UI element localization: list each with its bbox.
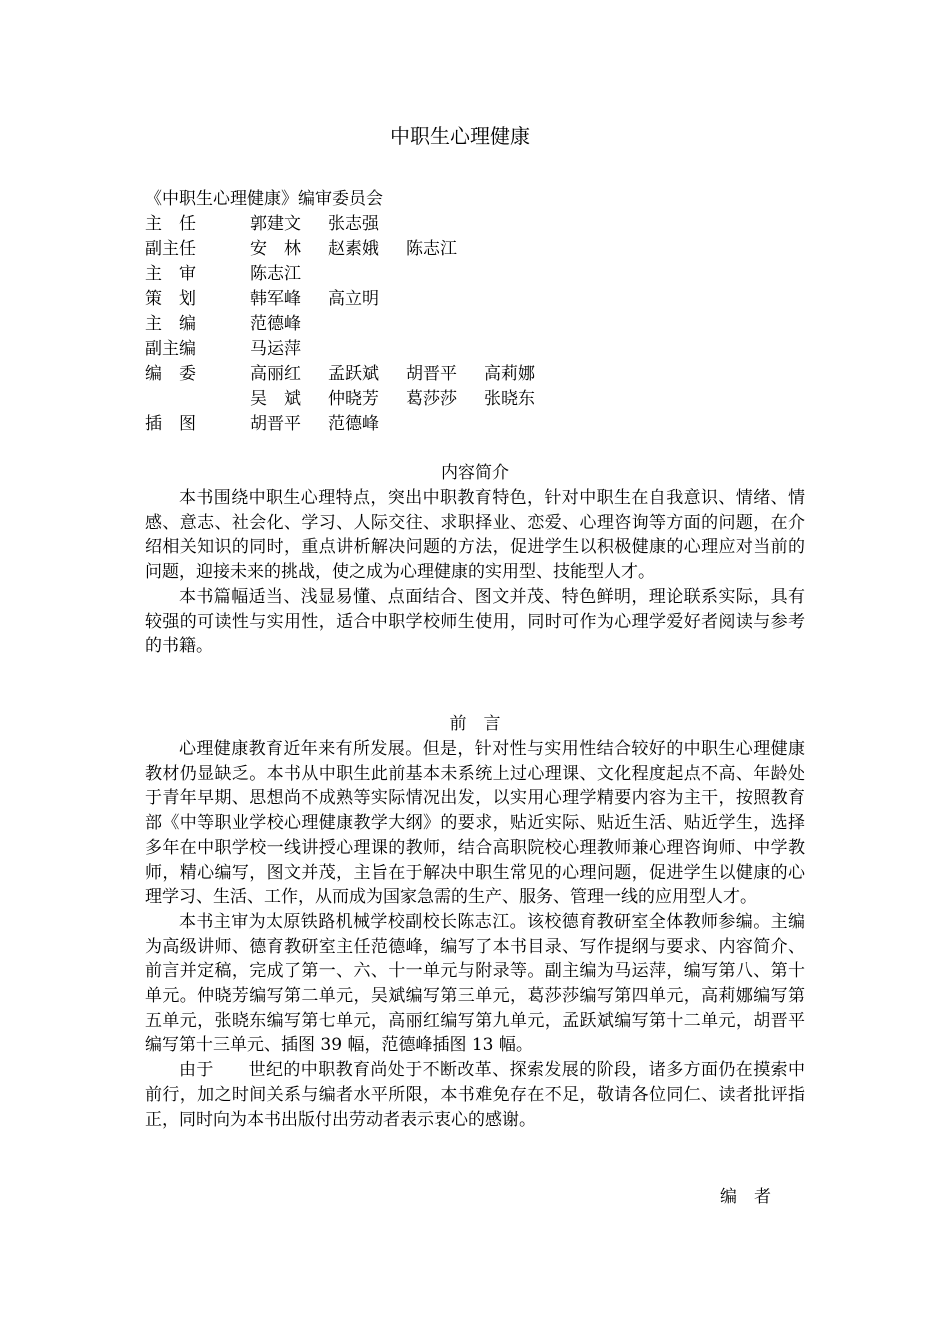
- committee-row: [145, 362, 805, 387]
- committee-list: [145, 212, 805, 437]
- committee-member: 高丽红: [250, 364, 301, 384]
- committee-member: 仲晓芳: [328, 389, 379, 409]
- committee-row: [145, 312, 805, 337]
- preface-paragraph: 心理健康教育近年来有所发展。但是，针对性与实用性结合较好的中职生心理健康教材仍显缺乏。本书从中职生此前基本未系统上过心理课、文化程度起点不高、年龄处于青年早期、思想尚不成熟等实际情况出发，以实用心理学精要内容为主干，按照教育部《中等职业学校心理健康教学大纲》的要求，贴近实际、贴近生活、贴近学生，选择多年在中职学校一线讲授心理课的教师，结合高职院校心理教师兼心理咨询师、中学教师，精心编写，图文并茂，主旨在于解决中职生常见的心理问题，促进学生以健康的心理学习、生活、工作，从而成为国家急需的生产、服务、管理一线的应用型人才。: [145, 739, 805, 908]
- committee-role: 主 编: [145, 314, 196, 334]
- committee-names: [250, 237, 484, 262]
- committee-member: 胡晋平: [250, 414, 301, 434]
- book-title: 中职生心理健康: [390, 124, 530, 148]
- committee-member: 张晓东: [484, 389, 535, 409]
- committee-row: [145, 212, 805, 237]
- committee-member: 范德峰: [250, 314, 301, 334]
- committee-role: 插 图: [145, 414, 196, 434]
- committee-role: 主 审: [145, 264, 196, 284]
- committee-names: [250, 287, 406, 312]
- committee-names: [250, 212, 406, 237]
- committee-names: [250, 387, 562, 412]
- intro-heading: 内容简介: [441, 463, 509, 483]
- committee-member: 赵素娥: [328, 239, 379, 259]
- committee-member: 吴 斌: [250, 389, 301, 409]
- committee-member: 高莉娜: [484, 364, 535, 384]
- committee-member: 马运萍: [250, 339, 301, 359]
- preface-heading: 前 言: [449, 714, 501, 734]
- preface-paragraph: 由于 世纪的中职教育尚处于不断改革、探索发展的阶段，诸多方面仍在摸索中前行，加之时间关系与编者水平所限，本书难免存在不足，敬请各位同仁、读者批评指正，同时向为本书出版付出劳动者表示衷心的感谢。: [145, 1060, 805, 1130]
- committee-role: 编 委: [145, 364, 196, 384]
- committee-member: 陈志江: [406, 239, 457, 259]
- committee-row: [145, 412, 805, 437]
- committee-role: 副主任: [145, 239, 196, 259]
- committee-member: 陈志江: [250, 264, 301, 284]
- committee-names: [250, 362, 562, 387]
- intro-section: [145, 460, 805, 659]
- committee-row: [145, 237, 805, 262]
- committee-member: 张志强: [328, 214, 379, 234]
- committee-row: [145, 287, 805, 312]
- committee-member: 葛莎莎: [406, 389, 457, 409]
- editorial-committee: [145, 187, 805, 437]
- committee-row: [145, 387, 805, 412]
- committee-member: 郭建文: [250, 214, 301, 234]
- committee-role: [145, 387, 250, 412]
- committee-names: [250, 262, 328, 287]
- preface-section: [145, 711, 805, 1132]
- committee-member: 安 林: [250, 239, 301, 259]
- preface-signature: 编 者: [720, 1187, 771, 1207]
- committee-member: 韩军峰: [250, 289, 301, 309]
- committee-names: [250, 337, 328, 362]
- committee-names: [250, 312, 328, 337]
- committee-title: 《中职生心理健康》编审委员会: [145, 189, 383, 209]
- intro-paragraph: 本书篇幅适当、浅显易懂、点面结合、图文并茂、特色鲜明，理论联系实际，具有较强的可读性与实用性，适合中职学校师生使用，同时可作为心理学爱好者阅读与参考的书籍。: [145, 586, 805, 657]
- preface-paragraph: 本书主审为太原铁路机械学校副校长陈志江。该校德育教研室全体教师参编。主编为高级讲师、德育教研室主任范德峰，编写了本书目录、写作提纲与要求、内容简介、前言并定稿，完成了第一、六、十一单元与附录等。副主编为马运萍，编写第八、第十单元。仲晓芳编写第二单元，吴斌编写第三单元，葛莎莎编写第四单元，高莉娜编写第五单元，张晓东编写第七单元，高丽红编写第九单元，孟跃斌编写第十二单元，胡晋平编写第十三单元、插图 39 幅，范德峰插图 13 幅。: [145, 911, 805, 1056]
- intro-paragraph: 本书围绕中职生心理特点，突出中职教育特色，针对中职生在自我意识、情绪、情感、意志、社会化、学习、人际交往、求职择业、恋爱、心理咨询等方面的问题，在介绍相关知识的同时，重点讲析解决问题的方法，促进学生以积极健康的心理应对当前的问题，迎接未来的挑战，使之成为心理健康的实用型、技能型人才。: [145, 488, 805, 583]
- committee-names: [250, 412, 406, 437]
- committee-member: 高立明: [328, 289, 379, 309]
- committee-row: [145, 262, 805, 287]
- committee-member: 孟跃斌: [328, 364, 379, 384]
- committee-row: [145, 337, 805, 362]
- committee-member: 范德峰: [328, 414, 379, 434]
- committee-role: 副主编: [145, 339, 196, 359]
- committee-role: 策 划: [145, 289, 196, 309]
- committee-member: 胡晋平: [406, 364, 457, 384]
- committee-role: 主 任: [145, 214, 196, 234]
